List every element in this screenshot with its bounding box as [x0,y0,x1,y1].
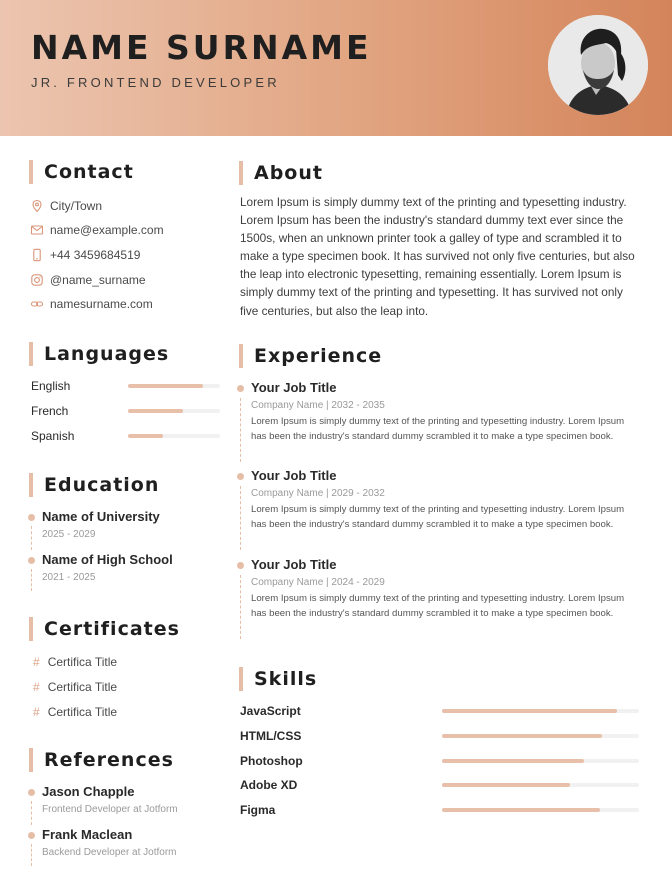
timeline-line [31,526,32,550]
language-level-bar [128,384,203,388]
skill-level-track [442,808,639,812]
contact-email-text[interactable]: name@example.com [50,223,164,237]
contact-phone-text[interactable]: +44 3459684519 [50,248,141,262]
timeline-dot [237,385,244,392]
contact-location-text: City/Town [50,199,103,213]
hash-icon: # [33,655,40,669]
language-level-bar [128,409,183,413]
about-heading: About [239,161,323,185]
language-level-track [128,409,220,413]
certificate-item [33,703,117,719]
language-level-track [128,384,220,388]
contact-email[interactable] [30,222,164,238]
skill-name: Figma [240,803,276,817]
education-name: Name of High School [42,552,173,567]
skill-level-track [442,734,639,738]
references-heading: References [29,748,174,772]
about-text: Lorem Ipsum is simply dummy text of the printing and typesetting industry. Lorem Ipsum has been the industry's standard dummy text ever since the 1500s, when an unknown printer took a galley of type and scrambled it to make a type specimen book. It has survived not only five centuries, but also the leap into electronic typesetting, remaining essentially. Lorem Ipsum is simply dummy text of the printing and typesetting. It has survived not only five centuries, but also the leap into. [240,195,635,318]
contact-instagram-text[interactable]: @name_surname [50,273,146,287]
skill-level-bar [442,808,600,812]
timeline-dot [28,514,35,521]
education-name: Name of University [42,509,160,524]
skill-level-track [442,759,639,763]
education-heading: Education [29,473,159,497]
skill-item [240,704,640,720]
instagram-icon [30,273,44,287]
contact-instagram[interactable] [30,272,146,288]
experience-heading: Experience [239,344,382,368]
certificates-heading: Certificates [29,617,180,641]
job-meta: Company Name | 2032 - 2035 [251,400,385,411]
timeline-line [31,801,32,825]
job-description: Lorem Ipsum is simply dummy text of the printing and typesetting industry. Lorem Ipsum has been the industry's standard dummy scrambled it to make a type specimen book. [251,416,625,443]
job-title: Your Job Title [251,380,337,395]
skill-name: HTML/CSS [240,729,302,743]
timeline-line [31,844,32,866]
timeline-dot [237,473,244,480]
certificate-title: Certifica Title [47,680,118,694]
job-title: Your Job Title [251,557,337,572]
job-meta: Company Name | 2029 - 2032 [251,488,385,499]
timeline-dot [28,789,35,796]
timeline-line [240,398,241,462]
reference-name: Frank Maclean [42,827,133,842]
language-item [31,429,221,445]
skill-level-bar [442,783,570,787]
job-description: Lorem Ipsum is simply dummy text of the printing and typesetting industry. Lorem Ipsum has been the industry's standard dummy scrambled it to make a type specimen book. [251,504,625,531]
timeline-dot [237,562,244,569]
header-banner [0,0,672,136]
certificate-title: Certifica Title [47,705,118,719]
phone-icon [30,248,44,262]
skill-name: JavaScript [240,704,301,718]
language-name: French [31,404,69,418]
language-level-bar [128,434,163,438]
skill-item [240,754,640,770]
skill-level-bar [442,759,584,763]
timeline-dot [28,557,35,564]
link-icon [30,297,44,311]
language-item [31,404,221,420]
contact-phone[interactable] [30,247,140,263]
timeline-line [240,575,241,639]
job-role: JR. FRONTEND DEVELOPER [31,75,280,90]
job-meta: Company Name | 2024 - 2029 [251,577,385,588]
language-level-track [128,434,220,438]
skill-level-track [442,709,639,713]
reference-role: Backend Developer at Jotform [42,847,177,858]
skill-level-bar [442,709,617,713]
certificate-item [33,678,117,694]
skill-name: Photoshop [240,754,303,768]
job-description: Lorem Ipsum is simply dummy text of the printing and typesetting industry. Lorem Ipsum has been the industry's standard dummy scrambled it to make a type specimen book. [251,593,625,620]
contact-location [30,198,102,214]
full-name: NAME SURNAME [31,28,372,67]
skill-item [240,729,640,745]
timeline-dot [28,832,35,839]
hash-icon: # [33,705,40,719]
skills-heading: Skills [239,667,317,691]
contact-website-text[interactable]: namesurname.com [50,297,153,311]
contact-website[interactable] [30,296,153,312]
timeline-line [31,569,32,591]
location-pin-icon [30,199,44,213]
certificate-item [33,653,117,669]
portrait-photo [548,15,648,115]
languages-heading: Languages [29,342,169,366]
education-years: 2021 - 2025 [42,572,96,583]
timeline-line [240,486,241,550]
reference-role: Frontend Developer at Jotform [42,804,178,815]
skill-item [240,803,640,819]
avatar [548,15,648,115]
education-years: 2025 - 2029 [42,529,96,540]
language-name: English [31,379,71,393]
language-item [31,379,221,395]
certificate-title: Certifica Title [47,655,118,669]
skill-item [240,778,640,794]
skill-level-bar [442,734,602,738]
hash-icon: # [33,680,40,694]
language-name: Spanish [31,429,75,443]
contact-heading: Contact [29,160,134,184]
skill-level-track [442,783,639,787]
skill-name: Adobe XD [240,778,298,792]
reference-name: Jason Chapple [42,784,135,799]
job-title: Your Job Title [251,468,337,483]
envelope-icon [30,223,44,237]
